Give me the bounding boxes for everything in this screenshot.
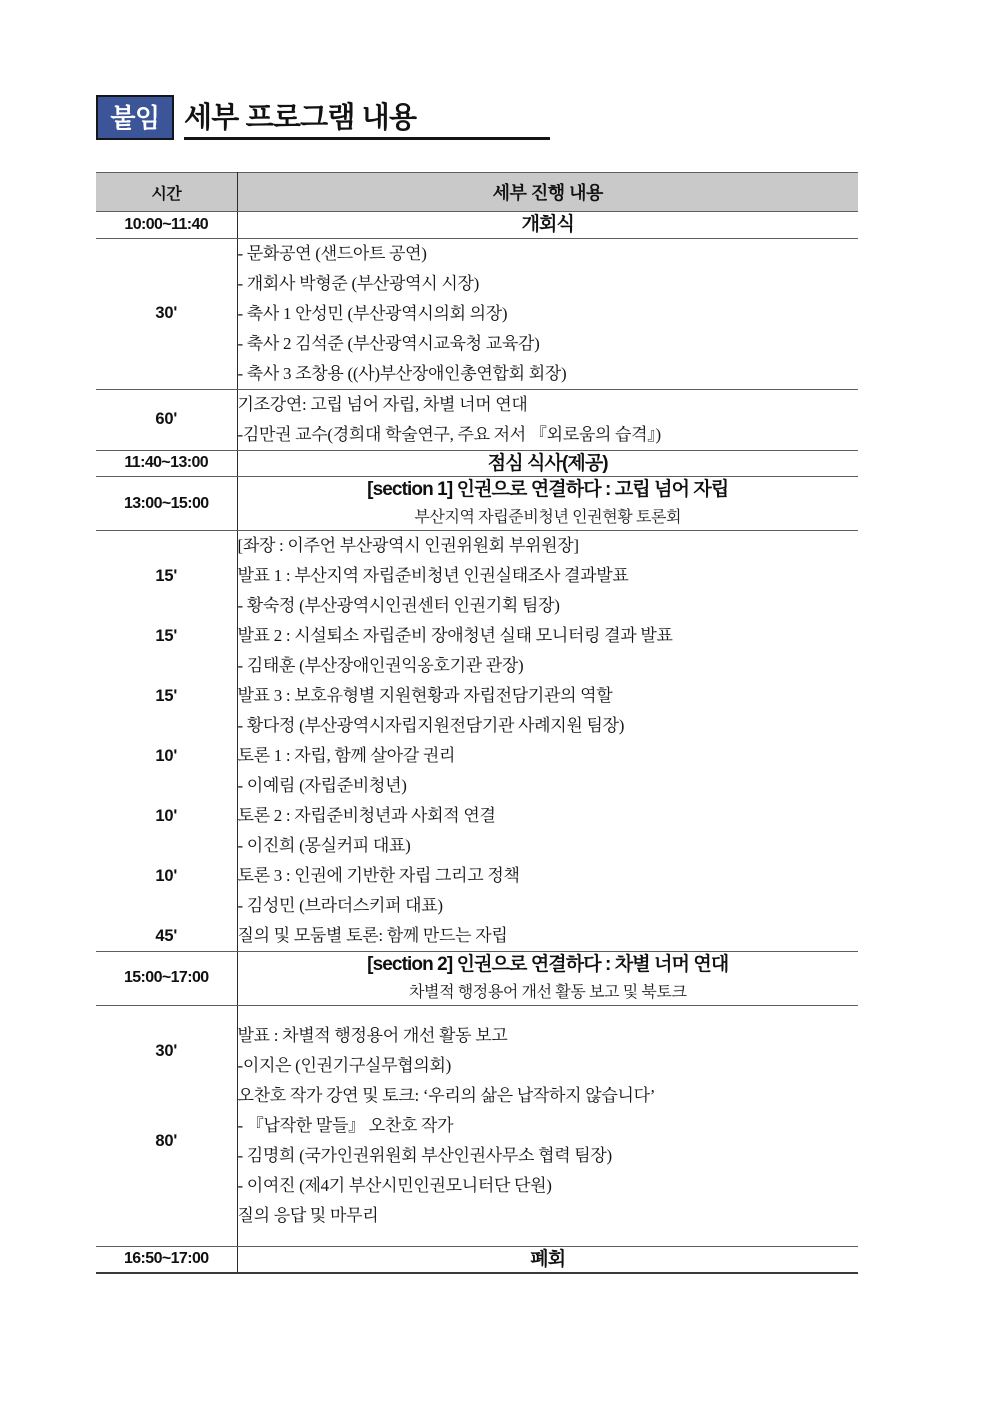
- list-item: - 황숙정 (부산광역시인권센터 인권기획 팀장): [237, 595, 560, 615]
- list-item: - 김태훈 (부산장애인권익옹호기관 관장): [237, 655, 524, 675]
- row-duration-stack: [96, 530, 237, 951]
- row-detail: [237, 951, 858, 1005]
- attachment-badge: 붙임: [96, 95, 174, 140]
- row-time: 13:00~15:00: [96, 477, 237, 531]
- list-item: 발표 : 차별적 행정용어 개선 활동 보고: [237, 1025, 508, 1045]
- list-item: [좌장 : 이주언 부산광역시 인권위원회 부위원장]: [237, 535, 579, 555]
- detail-list: [238, 239, 859, 389]
- row-time: 15:00~17:00: [96, 951, 237, 1005]
- detail-list: [238, 390, 859, 450]
- table-body: [96, 212, 858, 1274]
- list-item: 발표 3 : 보호유형별 지원현황과 자립전담기관의 역할: [237, 685, 613, 705]
- table-row: [96, 951, 858, 1005]
- column-header-time: 시간: [96, 173, 237, 212]
- table-row: [96, 530, 858, 951]
- column-header-detail: 세부 진행 내용: [237, 173, 858, 212]
- duration-slot: 15ʹ: [155, 566, 178, 585]
- list-item: - 『납작한 말들』 오찬호 작가: [237, 1115, 454, 1135]
- list-item: - 축사 2 김석준 (부산광역시교육청 교육감): [237, 333, 540, 353]
- duration-slot: 15ʹ: [155, 626, 178, 645]
- section-title: [section 2] 인권으로 연결하다 : 차별 너머 연대: [367, 953, 729, 975]
- list-item: -이지은 (인권기구실무협의회): [237, 1055, 451, 1075]
- row-detail-title: 폐회: [530, 1248, 566, 1270]
- list-item: 오찬호 작가 강연 및 토크: ‘우리의 삶은 납작하지 않습니다’: [237, 1085, 656, 1105]
- list-item: 토론 3 : 인권에 기반한 자립 그리고 정책: [237, 865, 520, 885]
- table-row: [96, 450, 858, 477]
- list-item: 질의 및 모둠별 토론: 함께 만드는 자립: [237, 925, 508, 945]
- duration-slot: 10ʹ: [155, 866, 178, 885]
- list-item: - 축사 1 안성민 (부산광역시의회 의장): [237, 303, 508, 323]
- row-time: 16:50~17:00: [96, 1246, 237, 1273]
- list-item: 토론 1 : 자립, 함께 살아갈 권리: [237, 745, 456, 765]
- list-item: 질의 응답 및 마무리: [237, 1205, 379, 1225]
- list-item: 발표 2 : 시설퇴소 자립준비 장애청년 실태 모니터링 결과 발표: [237, 625, 673, 645]
- section-subtitle: 부산지역 자립준비청년 인권현황 토론회: [414, 508, 682, 526]
- row-detail: [237, 450, 858, 477]
- duration-slot: 10ʹ: [155, 746, 178, 765]
- list-item: - 김명희 (국가인권위원회 부산인권사무소 협력 팀장): [237, 1145, 612, 1165]
- list-item: 기조강연: 고립 넘어 자립, 차별 너머 연대: [237, 394, 528, 414]
- list-item: -김만권 교수(경희대 학술연구, 주요 저서 『외로움의 습격』): [237, 424, 661, 444]
- row-detail: [237, 530, 858, 951]
- duration-slot: 15ʹ: [155, 686, 178, 705]
- list-item: - 황다정 (부산광역시자립지원전담기관 사례지원 팀장): [237, 715, 625, 735]
- duration-slot: 30ʹ: [155, 1041, 178, 1060]
- list-item: 발표 1 : 부산지역 자립준비청년 인권실태조사 결과발표: [237, 565, 629, 585]
- list-item: 토론 2 : 자립준비청년과 사회적 연결: [237, 805, 496, 825]
- row-detail: [237, 1246, 858, 1273]
- table-row: [96, 477, 858, 531]
- table-header-row: [96, 173, 858, 212]
- detail-list: [238, 531, 859, 951]
- row-detail: [237, 477, 858, 531]
- table-row: [96, 389, 858, 450]
- list-item: - 개회사 박형준 (부산광역시 시장): [237, 273, 479, 293]
- program-schedule-table: [96, 172, 858, 1274]
- duration-slot-stack: [96, 1006, 237, 1246]
- table-row: [96, 212, 858, 239]
- row-time: 10:00~11:40: [96, 212, 237, 239]
- list-item: - 이진희 (몽실커피 대표): [237, 835, 411, 855]
- table-row: [96, 238, 858, 389]
- table-row: [96, 1005, 858, 1246]
- row-detail: [237, 1005, 858, 1246]
- section-subtitle: 차별적 행정용어 개선 활동 보고 및 북토크: [408, 983, 687, 1001]
- table-row: [96, 1246, 858, 1273]
- table-header: [96, 173, 858, 212]
- detail-list: [238, 1021, 859, 1231]
- page-title-underline: [184, 95, 550, 140]
- row-duration: 30ʹ: [96, 238, 237, 389]
- list-item: - 김성민 (브라더스키퍼 대표): [237, 895, 443, 915]
- list-item: - 문화공연 (샌드아트 공연): [237, 243, 427, 263]
- row-detail: [237, 238, 858, 389]
- list-item: - 이여진 (제4기 부산시민인권모니터단 단원): [237, 1175, 552, 1195]
- list-item: - 이예림 (자립준비청년): [237, 775, 407, 795]
- section-title: [section 1] 인권으로 연결하다 : 고립 넘어 자립: [367, 479, 729, 501]
- list-item: - 축사 3 조창용 ((사)부산장애인총연합회 회장): [237, 363, 567, 383]
- row-duration: 60ʹ: [96, 389, 237, 450]
- row-time: 11:40~13:00: [96, 450, 237, 477]
- row-detail-title: 점심 식사(제공): [487, 452, 608, 474]
- duration-slot: 45ʹ: [155, 926, 178, 945]
- duration-slot-stack: [96, 531, 237, 951]
- row-detail: [237, 212, 858, 239]
- document-title-block: [96, 95, 864, 140]
- duration-slot: 80ʹ: [155, 1131, 178, 1150]
- row-duration-stack: [96, 1005, 237, 1246]
- page-title: 세부 프로그램 내용: [184, 101, 417, 134]
- row-detail-title: 개회식: [521, 214, 574, 235]
- duration-slot: 10ʹ: [155, 806, 178, 825]
- row-detail: [237, 389, 858, 450]
